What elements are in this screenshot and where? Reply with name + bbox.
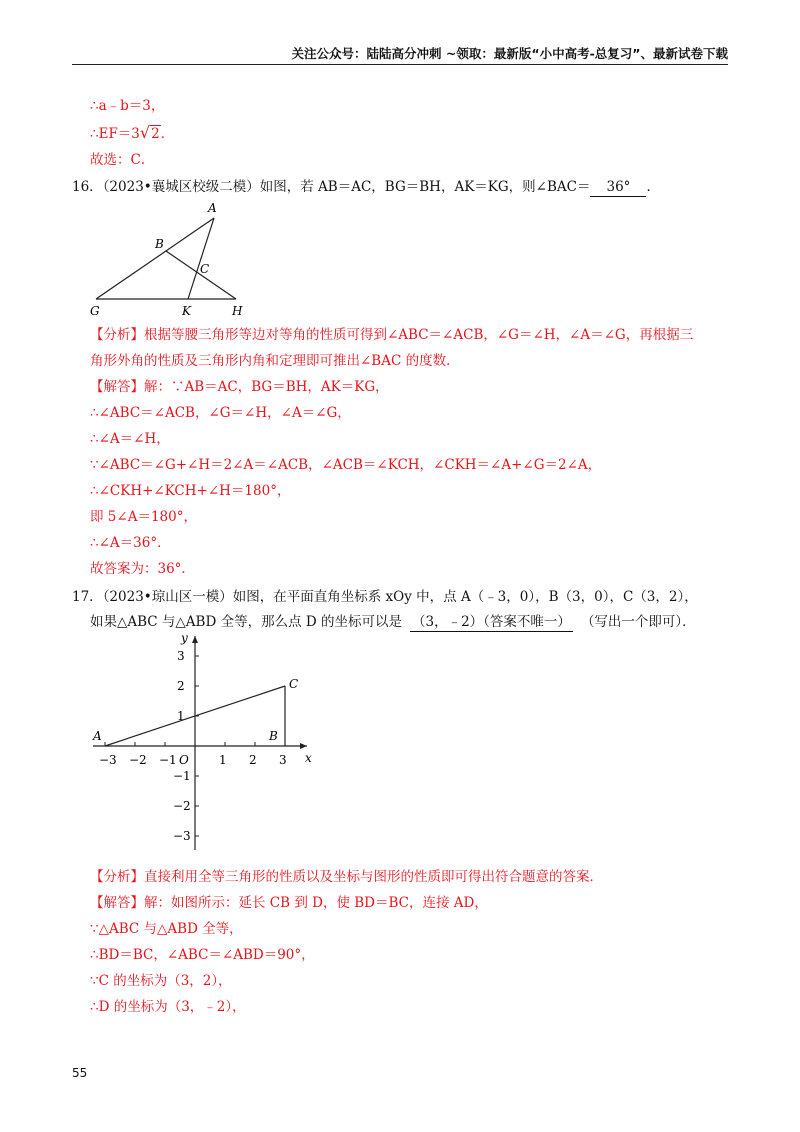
x-axis-label: x <box>305 751 312 765</box>
x-tick-label: −3 <box>99 753 117 767</box>
header-divider <box>72 64 728 65</box>
q16-analysis-tag: 【分析】 <box>90 327 144 343</box>
q16-analysis-line-1 <box>90 326 693 344</box>
x-axis-arrow <box>300 743 307 749</box>
prev-line-2 <box>90 124 174 143</box>
x-tick-label: O <box>179 753 189 767</box>
q17-solution-line-2: ∵△ABC 与△ABD 全等， <box>90 921 243 937</box>
y-tick-label: 2 <box>177 679 185 693</box>
q17-coordinate-plot <box>80 626 320 856</box>
q16-segment-AK <box>188 218 214 299</box>
x-tick-label: 3 <box>279 753 287 767</box>
q16-solution-line-3: ∴∠A＝∠H， <box>90 431 170 447</box>
q16-solution-tag: 【解答】 <box>90 379 144 395</box>
point-label-A: A <box>93 729 102 743</box>
prev-line-2-prefix: ∴EF＝3 <box>90 126 140 142</box>
q17-stem-line-1 <box>72 588 698 606</box>
point-label-B: B <box>269 729 278 743</box>
q16-solution-line-5: ∴∠CKH+∠KCH+∠H＝180°， <box>90 483 291 499</box>
q16-solution-line-8: 故答案为：36°． <box>90 561 195 577</box>
q17-number: 17． <box>72 589 103 605</box>
y-tick-label: 3 <box>177 649 185 663</box>
sqrt-symbol: √ <box>139 123 151 142</box>
q17-stem-text-1: （2023•琼山区一模）如图，在平面直角坐标系 xOy 中，点 A（﹣3，0），B（3，0），C（3，2）， <box>102 589 698 605</box>
q17-analysis-line <box>90 868 603 886</box>
page-header: 关注公众号：陆陆高分冲刺 ~领取：最新版“小中高考-总复习”、最新试卷下载 <box>291 46 728 61</box>
point-label-C: C <box>289 677 299 691</box>
x-tick-label: −1 <box>159 753 177 767</box>
q16-answer: 36° <box>590 178 646 197</box>
q16-segment-GA <box>96 218 214 299</box>
y-tick-label: 1 <box>177 709 185 723</box>
q17-solution-line-4: ∵C 的坐标为（3，2）， <box>90 973 232 989</box>
q16-analysis-line-2: 角形外角的性质及三角形内角和定理即可推出∠BAC 的度数． <box>90 353 460 369</box>
q17-analysis-tag: 【分析】 <box>90 869 144 885</box>
y-axis-label: y <box>181 631 188 645</box>
q16-label-H: H <box>232 304 243 318</box>
q16-stem-end: ． <box>646 179 660 195</box>
q16-stem <box>72 178 660 197</box>
q16-label-A: A <box>208 201 217 215</box>
q17-solution-line-5: ∴D 的坐标为（3，﹣2）， <box>90 999 246 1015</box>
q16-stem-text: （2023•襄城区校级二模）如图，若 AB＝AC，BG＝BH，AK＝KG，则∠BAC＝ <box>102 179 591 195</box>
q16-solution-line-4: ∵∠ABC＝∠G+∠H＝2∠A＝∠ACB，∠ACB＝∠KCH，∠CKH＝∠A+∠G＝2∠A， <box>90 457 602 473</box>
q16-label-K: K <box>182 304 191 318</box>
prev-line-1: ∴a﹣b＝3， <box>90 98 165 114</box>
q17-solution-text-1: 解：如图所示：延长 CB 到 D，使 BD＝BC，连接 AD， <box>144 895 488 911</box>
q17-solution-line-1 <box>90 894 488 912</box>
prev-line-3: 故选：C． <box>90 152 155 168</box>
q17-stem-end: （写出一个即可）． <box>580 614 696 630</box>
q16-solution-line-6: 即 5∠A＝180°， <box>90 509 197 525</box>
q16-analysis-text-1: 根据等腰三角形等边对等角的性质可得到∠ABC＝∠ACB，∠G＝∠H，∠A＝∠G，再根据三 <box>144 327 694 343</box>
q16-solution-text-1: 解：∵AB＝AC，BG＝BH，AK＝KG， <box>144 379 389 395</box>
q17-stem-text-2: 如果△ABC 与△ABD 全等，那么点 D 的坐标可以是 <box>90 614 402 630</box>
q16-label-C: C <box>200 262 210 276</box>
x-tick-label: 2 <box>249 753 257 767</box>
q16-number: 16． <box>72 179 103 195</box>
q16-solution-line-2: ∴∠ABC＝∠ACB，∠G＝∠H，∠A＝∠G， <box>90 405 351 421</box>
y-tick-label: −2 <box>173 799 191 813</box>
q16-solution-line-1 <box>90 378 389 396</box>
prev-line-2-suffix: ． <box>160 126 175 142</box>
q16-figure <box>84 196 254 321</box>
x-tick-label: 1 <box>219 753 227 767</box>
q16-label-G: G <box>90 304 100 318</box>
q16-solution-line-7: ∴∠A＝36°． <box>90 535 171 551</box>
x-tick-label: −2 <box>129 753 147 767</box>
q17-answer: （3，﹣2）（答案不唯一） <box>412 614 571 630</box>
y-tick-label: −1 <box>173 769 191 783</box>
prev-line-2-radicand: 2 <box>151 126 160 142</box>
q16-label-B: B <box>155 237 164 251</box>
page-number: 55 <box>72 1066 88 1080</box>
y-axis-arrow <box>192 636 198 643</box>
q17-solution-line-3: ∴BD＝BC，∠ABC＝∠ABD＝90°， <box>90 947 315 963</box>
q17-analysis-text: 直接利用全等三角形的性质以及坐标与图形的性质即可得出符合题意的答案． <box>144 869 603 885</box>
q17-solution-tag: 【解答】 <box>90 895 144 911</box>
y-tick-label: −3 <box>173 829 191 843</box>
